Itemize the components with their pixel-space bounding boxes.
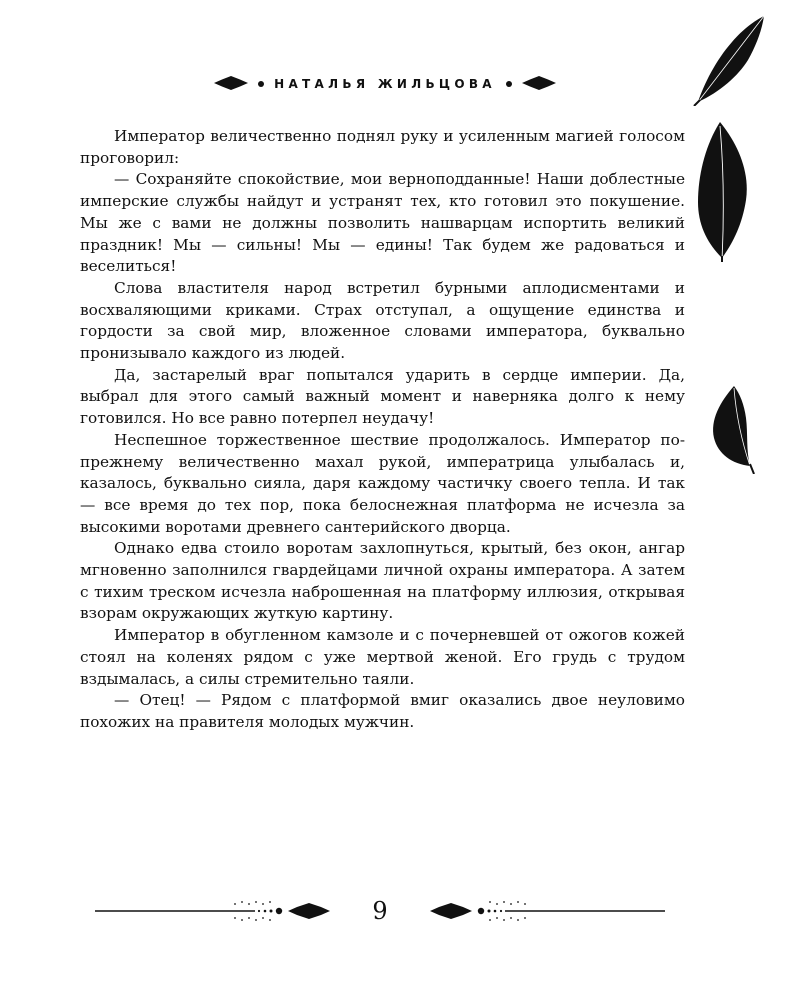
page-number: 9 [372, 897, 388, 925]
paragraph: — Отец! — Рядом с платформой вмиг оказались двое неуловимо похожих на правителя молодых мужчин. [80, 691, 685, 731]
author-name: НАТАЛЬЯ ЖИЛЬЦОВА [274, 77, 496, 91]
feather-bottom-icon [706, 384, 762, 474]
paragraph: Император в обугленном камзоле и с почерневшей от ожогов кожей стоял на коленях рядом с уже мертвой женой. Его грудь с трудом вздымалась, а силы стремительно таяли. [80, 626, 685, 688]
dot-ornament-icon [506, 81, 512, 87]
paragraph: Неспешное торжественное шествие продолжалось. Император по-прежнему величественно махал рукой, императрица улыбалась и, казалось, буквально сияла, даря каждому частичку своего тепла. И так — все время до тех пор, пока белоснежная платформа не исчезла за высокими воротами древнего сантерийского дворца. [80, 430, 685, 536]
dot-ornament-icon [258, 81, 264, 87]
page-footer [95, 896, 665, 926]
diamond-ornament-right-icon [522, 75, 556, 94]
paragraph: Император величественно поднял руку и усиленным магией голосом проговорил: [80, 127, 685, 167]
paragraph: Однако едва стоило воротам захлопнуться, крытый, без окон, ангар мгновенно заполнился гвардейцами личной охраны императора. А затем с тихим треском исчезла наброшенная на платформу иллюзия, открывая взорам окружающих жуткую картину. [80, 539, 685, 623]
footer-ornament-right-icon [420, 896, 665, 926]
feather-middle-icon [692, 122, 752, 262]
paragraph: Да, застарелый враг попытался ударить в сердце империи. Да, выбрал для этого самый важный момент и наверняка долго к нему готовился. Но все равно потерпел неудачу! [80, 365, 685, 428]
paragraph: Слова властителя народ встретил бурными аплодисментами и восхваляющими криками. Страх отступал, а ощущение единства и гордости за свой мир, вложенное словами императора, буквально пронизывало каждого из людей. [80, 278, 685, 363]
running-header [170, 72, 600, 96]
feather-top-icon [690, 14, 768, 106]
footer-ornament-left-icon [95, 896, 340, 926]
paragraph: — Сохраняйте спокойствие, мои верноподданные! Наши доблестные имперские службы найдут и устранят тех, кто готовил это покушение. Мы же с вами не должны позволить нашварцам испортить великий праздник! Мы — сильны! Мы — едины! Так будем же радоваться и веселиться! [80, 170, 685, 276]
page-body [80, 126, 685, 734]
diamond-ornament-left-icon [214, 75, 248, 94]
